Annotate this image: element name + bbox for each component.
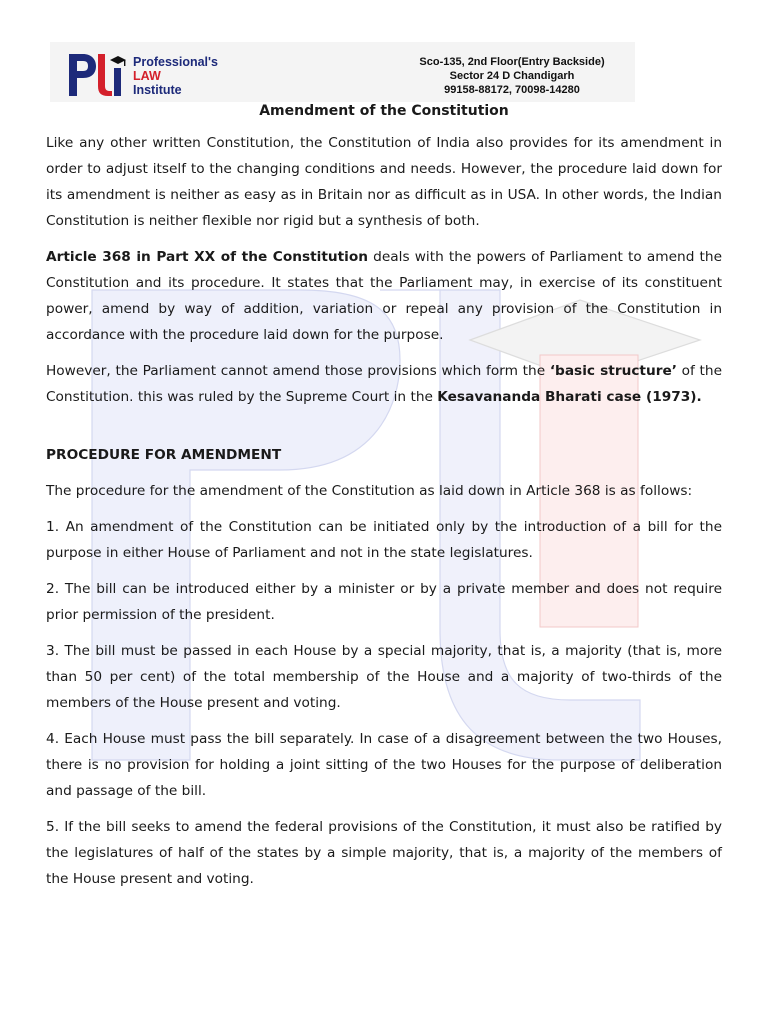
procedure-step: 4. Each House must pass the bill separately. In case of a disagreement between the two Houses, there is no provision for holding a joint sitting of the two Houses for the purpose of deliberation and passage of the bill. [46,731,722,799]
address-line-1: Sco-135, 2nd Floor(Entry Backside) [419,56,605,68]
document-title: Amendment of the Constitution [259,103,509,119]
procedure-step: 1. An amendment of the Constitution can be initiated only by the introduction of a bill for the purpose in either House of Parliament and not in the state legislatures. [46,519,722,561]
procedure-heading: PROCEDURE FOR AMENDMENT [46,447,282,463]
intro-paragraph: Like any other written Constitution, the Constitution of India also provides for its amendment in order to adjust itself to the changing conditions and needs. However, the procedure laid down for its amendment is neither as easy as in Britain nor as difficult as in USA. In other words, the Indian Constitution is neither flexible nor rigid but a synthesis of both. [46,135,722,229]
pli-logo-icon [66,50,128,100]
logo-line-institute: Institute [133,83,182,97]
kesavananda-case-reference: Kesavananda Bharati case (1973). [437,389,702,405]
procedure-step: 5. If the bill seeks to amend the federal provisions of the Constitution, it must also be ratified by the legislatures of half of the states by a simple majority, that is, a majority of the members of the House present and voting. [46,819,722,887]
basic-structure-text-middle: of the Constitution. this was ruled by the Supreme Court in the [46,363,723,405]
procedure-step: 2. The bill can be introduced either by a minister or by a private member and does not require prior permission of the president. [46,581,722,623]
address-line-3: 99158-88172, 70098-14280 [444,84,580,96]
basic-structure-term: ‘basic structure’ [549,363,677,379]
basic-structure-paragraph [46,358,722,410]
procedure-step: 3. The bill must be passed in each House by a special majority, that is, a majority (that is, more than 50 per cent) of the total membership of the House and a majority of two-thirds of the members of the House present and voting. [46,643,722,711]
address-line-2: Sector 24 D Chandigarh [449,70,575,82]
document-body [46,100,722,902]
article-368-reference: Article 368 in Part XX of the Constitution [46,249,369,265]
logo-line-professionals: Professional's [133,55,218,69]
letterhead [0,0,768,108]
article-368-text: deals with the powers of Parliament to amend the Constitution and its procedure. It states that the Parliament may, in exercise of its constituent power, amend by way of addition, variation or repeal any provision of the Constitution in accordance with the procedure laid down for the purpose. [46,249,722,343]
logo-line-law: LAW [133,69,161,83]
procedure-intro: The procedure for the amendment of the Constitution as laid down in Article 368 is as follows: [46,483,693,499]
basic-structure-text-start: However, the Parliament cannot amend those provisions which form the [46,363,550,379]
article-368-paragraph [46,244,722,348]
logo-wordmark [133,55,218,97]
address-block [392,55,632,97]
